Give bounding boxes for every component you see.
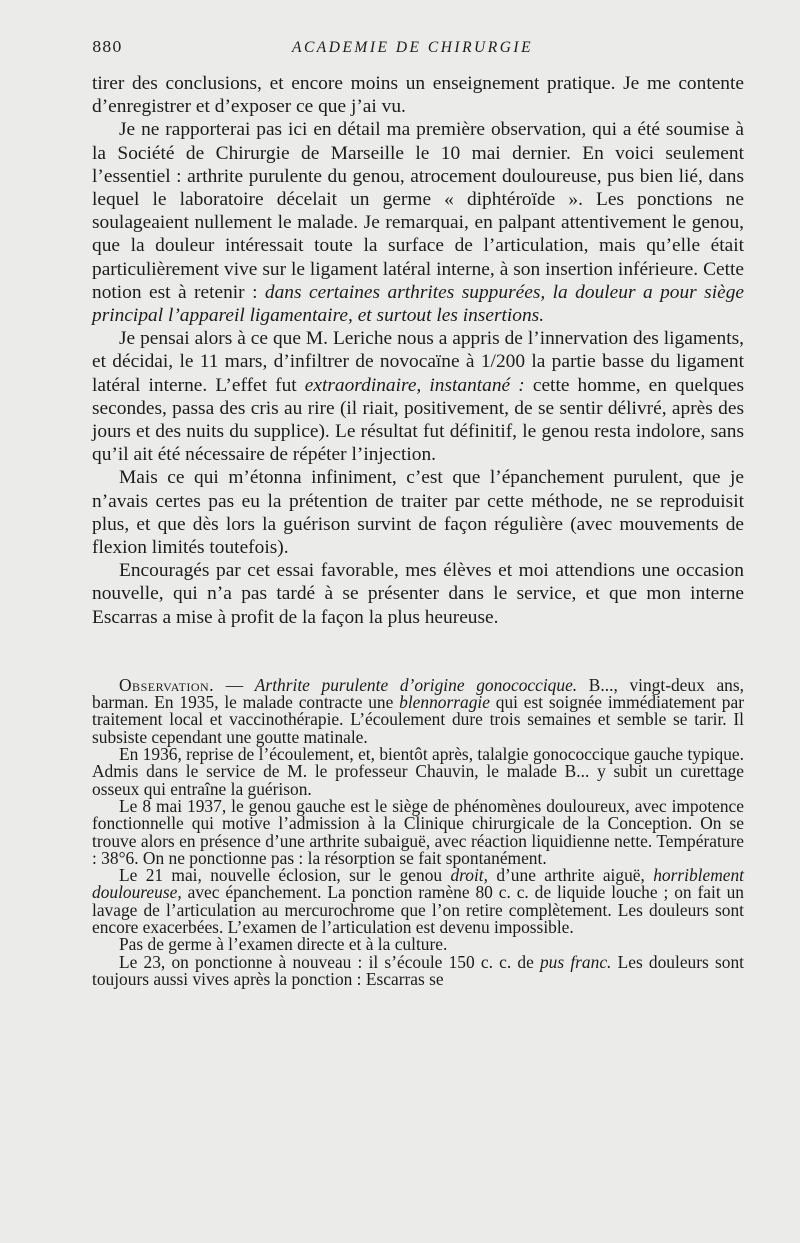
observation-label: Observation. <box>119 674 215 695</box>
paragraph-2-emphasis: dans certaines arthrites suppurées, la douleur a pour siège principal l’appareil ligamentaire, et surtout les insertions. <box>92 281 744 327</box>
observation-text-a: B..., vingt-deux ans, barman. En 1935, le malade contracte une <box>92 674 744 713</box>
page-number: 880 <box>92 38 123 56</box>
observation-section <box>92 674 744 989</box>
observation-4-emphasis-douloureuse: horriblement douloureuse, <box>92 865 744 903</box>
observation-paragraph-5: Pas de germe à l’examen directe et à la culture. <box>119 934 448 955</box>
observation-text-b: qui est soignée immédiatement par traitement local et vaccinothérapie. L’écoulement dure trois semaines et semble se tarir. Il subsiste cependant une goutte matinale. <box>92 692 744 747</box>
body-text <box>92 72 744 629</box>
observation-6-text-a: Le 23, on ponctionne à nouveau : il s’écoule 150 c. c. de <box>119 951 540 972</box>
paragraph-3-text-b: cette homme, en quelques secondes, passa des cris au rire (il riait, positivement, de se sentir délivré, après des jours et des nuits du supplice). Le résultat fut définitif, le genou resta indolore, sans qu’il ait été nécessaire de répéter l’injection. <box>92 374 744 466</box>
paragraph-4: Mais ce qui m’étonna infiniment, c’est que l’épanchement purulent, que je n’avais certes pas eu la prétention de traiter par cette méthode, ne se reproduisit plus, et que dès lors la guérison survint de façon régulière (avec mouvements de flexion limités toutefois). <box>92 467 744 559</box>
paragraph-2-text: Je ne rapporterai pas ici en détail ma première observation, qui a été soumise à la Société de Chirurgie de Marseille le 10 mai dernier. En voici seulement l’essentiel : arthrite purulente du genou, atrocement douloureuse, pus bien lié, dans lequel le laboratoire décelait un germe « diphtéroïde ». Les ponctions ne soulageaient nullement le malade. Je remarquai, en palpant attentivement le genou, que la douleur intéressait toute la surface de l’articulation, mais qu’elle était particulièrement vive sur le ligament latéral interne, à son insertion inférieure. Cette notion est à retenir : <box>92 119 744 303</box>
observation-4-emphasis-droit: droit, <box>450 865 488 886</box>
observation-paragraph-1 <box>92 674 744 747</box>
observation-emphasis-blennorragie: blennorragie <box>399 692 490 713</box>
observation-4-text-a: Le 21 mai, nouvelle éclosion, sur le genou <box>119 865 451 886</box>
observation-dash: — <box>214 674 255 695</box>
observation-6-text-b: Les douleurs sont toujours aussi vives après la ponction : Escarras se <box>92 951 744 989</box>
observation-4-text-c: avec épanchement. La ponction ramène 80 c. c. de liquide louche ; on fait un lavage de l’articulation au mercurochrome que l’on retire complètement. Les douleurs sont encore exacerbées. L’examen de l’articulation est devenu impossible. <box>92 882 744 938</box>
paragraph-3 <box>92 327 744 466</box>
running-title: ACADEMIE DE CHIRURGIE <box>292 39 534 56</box>
observation-paragraph-3: Le 8 mai 1937, le genou gauche est le siège de phénomènes douloureux, avec impotence fonctionnelle qui motive l’admission à la Clinique chirurgicale de la Conception. On se trouve alors en présence d’une arthrite subaiguë, avec réaction liquidienne nette. Température : 38°6. On ne ponctionne pas : la résorption se fait spontanément. <box>92 795 744 868</box>
paragraph-1: tirer des conclusions, et encore moins un enseignement pratique. Je me contente d’enregistrer et d’exposer ce que j’ai vu. <box>92 73 744 118</box>
paragraph-3-text-a: Je pensai alors à ce que M. Leriche nous a appris de l’innervation des ligaments, et décidai, le 11 mars, d’infiltrer de novocaïne à 1/200 la partie basse du ligament latéral interne. L’effet fut <box>92 328 744 396</box>
paragraph-2 <box>92 118 744 327</box>
observation-paragraph-6 <box>92 951 744 989</box>
observation-title: Arthrite purulente d’origine gonococcique. <box>254 674 578 695</box>
paragraph-3-emphasis: extraordinaire, instantané : <box>304 374 525 396</box>
observation-paragraph-2: En 1936, reprise de l’écoulement, et, bientôt après, talalgie gonococcique gauche typique. Admis dans le service de M. le professeur Chauvin, le malade B... y subit un curettage osseux qui entraîne la guérison. <box>92 744 744 799</box>
paragraph-5: Encouragés par cet essai favorable, mes élèves et moi attendions une occasion nouvelle, qui n’a pas tardé à se présenter dans le service, et que mon interne Escarras a mise à profit de la façon la plus heureuse. <box>92 560 744 628</box>
observation-paragraph-4 <box>92 867 744 936</box>
page-header <box>92 38 744 60</box>
observation-6-emphasis-pus: pus franc. <box>539 951 612 972</box>
observation-4-text-b: d’une arthrite aiguë, <box>487 865 654 886</box>
